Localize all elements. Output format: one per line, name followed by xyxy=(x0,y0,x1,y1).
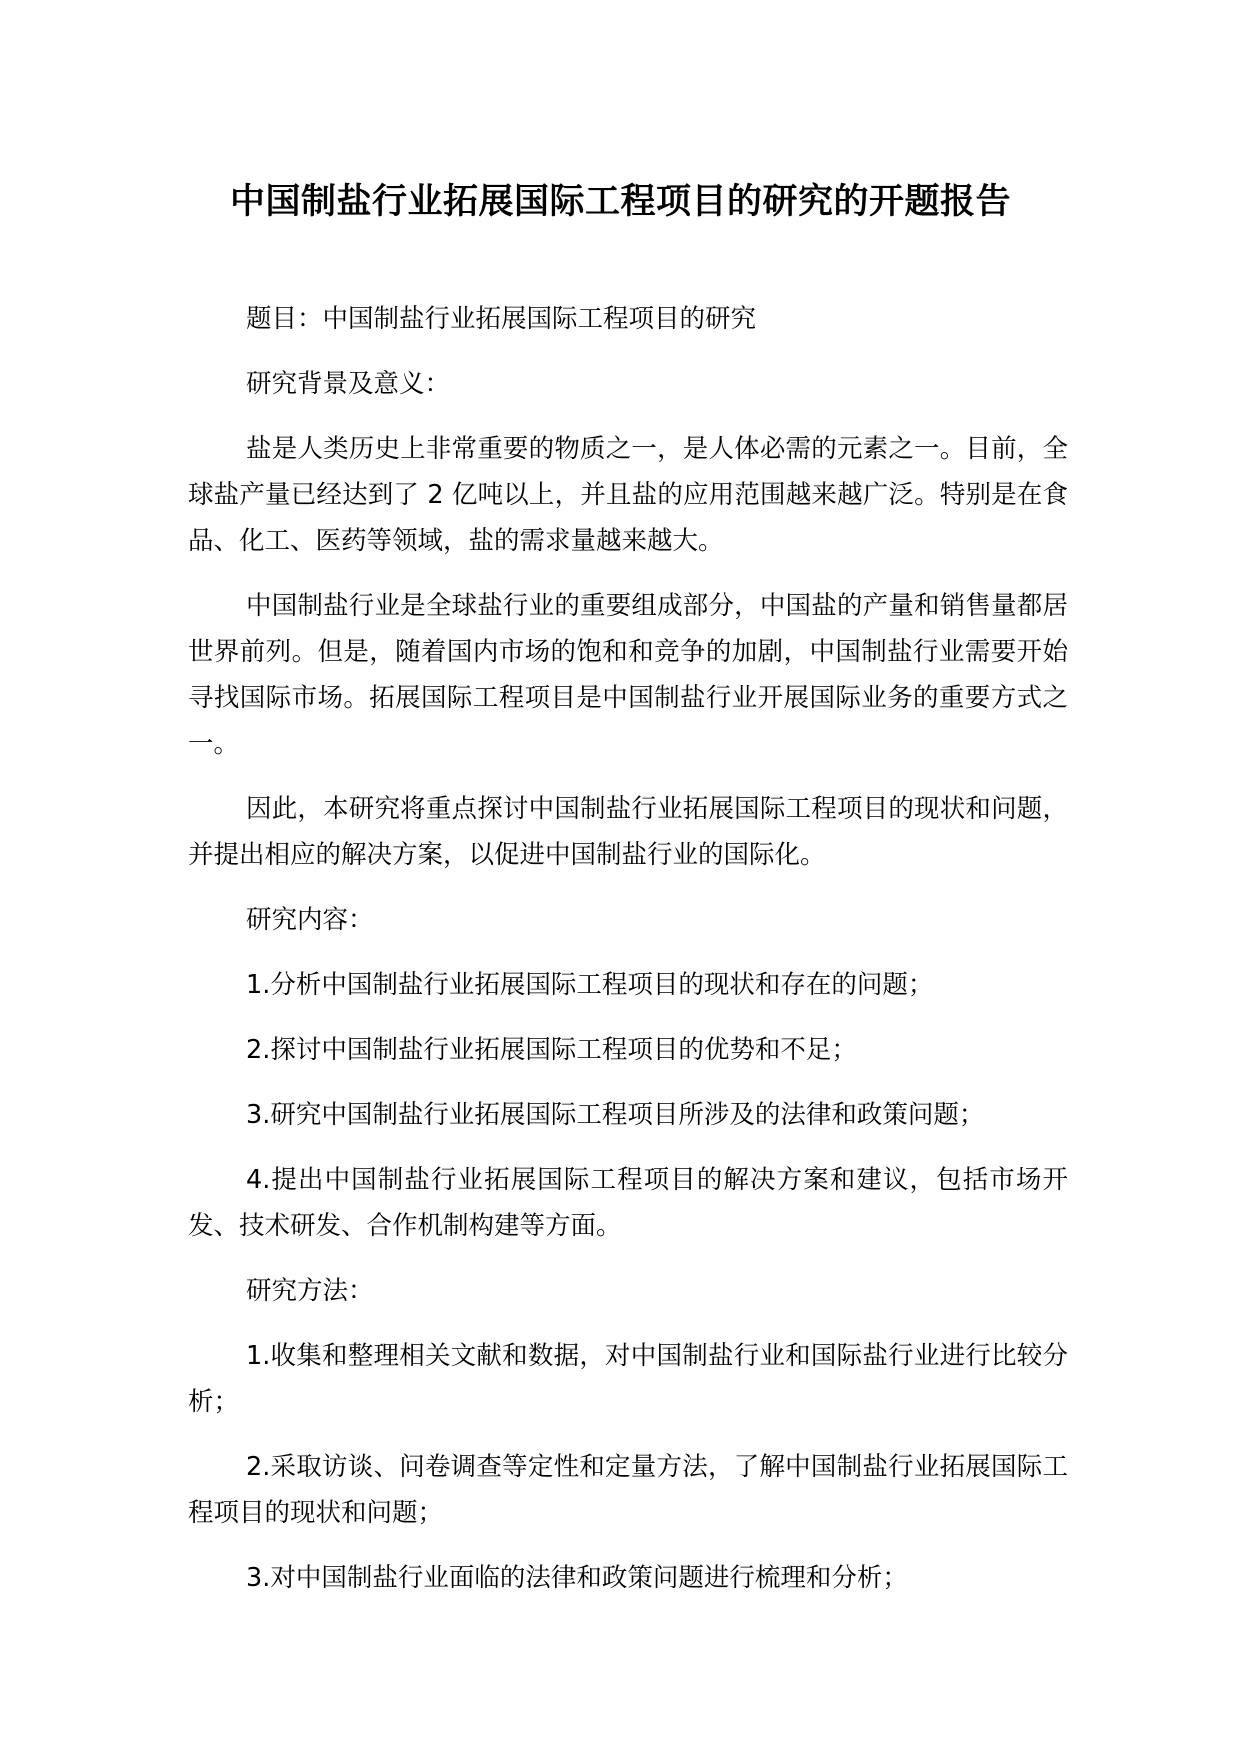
paragraph-background-1: 盐是人类历史上非常重要的物质之一，是人体必需的元素之一。目前，全球盐产量已经达到了 2 亿吨以上，并且盐的应用范围越来越广泛。特别是在食品、化工、医药等领域，盐的需求量越来越大。 xyxy=(188,434,1068,556)
content-item-4: 4.提出中国制盐行业拓展国际工程项目的解决方案和建议，包括市场开发、技术研发、合作机制构建等方面。 xyxy=(188,1165,1068,1241)
method-item-3: 3.对中国制盐行业面临的法律和政策问题进行梳理和分析； xyxy=(246,1563,908,1593)
heading-content: 研究内容： xyxy=(246,905,374,935)
method-item-2: 2.采取访谈、问卷调查等定性和定量方法，了解中国制盐行业拓展国际工程项目的现状和问题； xyxy=(188,1452,1068,1528)
paragraph-background-3: 因此，本研究将重点探讨中国制盐行业拓展国际工程项目的现状和问题，并提出相应的解决方案，以促进中国制盐行业的国际化。 xyxy=(188,794,1068,870)
heading-background: 研究背景及意义： xyxy=(246,369,451,399)
paragraph-topic: 题目：中国制盐行业拓展国际工程项目的研究 xyxy=(246,304,757,334)
document-body xyxy=(188,296,1068,1620)
content-item-3: 3.研究中国制盐行业拓展国际工程项目所涉及的法律和政策问题； xyxy=(246,1100,985,1130)
content-item-1: 1.分析中国制盐行业拓展国际工程项目的现状和存在的问题； xyxy=(246,970,934,1000)
method-item-1: 1.收集和整理相关文献和数据，对中国制盐行业和国际盐行业进行比较分析； xyxy=(188,1341,1068,1417)
paragraph-background-2: 中国制盐行业是全球盐行业的重要组成部分，中国盐的产量和销售量都居世界前列。但是，随着国内市场的饱和和竞争的加剧，中国制盐行业需要开始寻找国际市场。拓展国际工程项目是中国制盐行业开展国际业务的重要方式之一。 xyxy=(188,591,1068,759)
document-title: 中国制盐行业拓展国际工程项目的研究的开题报告 xyxy=(229,182,1011,222)
content-item-2: 2.探讨中国制盐行业拓展国际工程项目的优势和不足； xyxy=(246,1035,857,1065)
heading-methods: 研究方法： xyxy=(246,1276,374,1306)
